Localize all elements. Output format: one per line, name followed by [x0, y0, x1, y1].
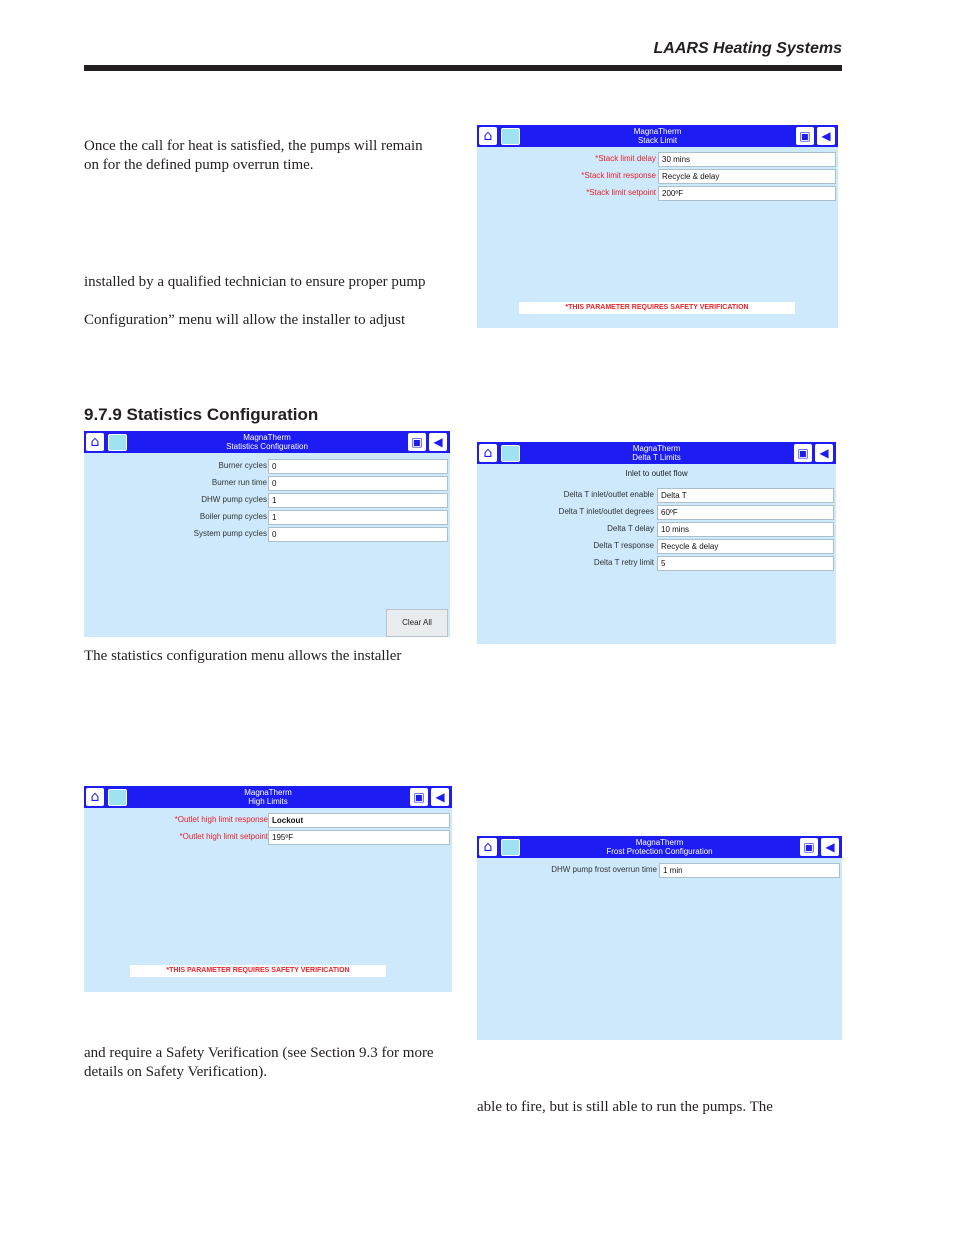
delta-t-retry-limit-field[interactable]: 5 [657, 556, 834, 571]
dhw-pump-frost-overrun-row [477, 863, 842, 878]
burner-run-time-field[interactable]: 0 [268, 476, 448, 491]
burner-cycles-field[interactable]: 0 [268, 459, 448, 474]
section-heading-statistics: 9.7.9 Statistics Configuration [84, 405, 319, 424]
titlebar [477, 836, 842, 858]
lock-icon[interactable]: ▣ [800, 838, 818, 856]
outlet-high-limit-response-field[interactable]: Lockout [268, 813, 450, 828]
paragraph-overrun-1: Once the call for heat is satisfied, the pumps will remain [84, 138, 423, 154]
safety-verification-note: *THIS PARAMETER REQUIRES SAFETY VERIFICATION [130, 965, 386, 977]
field-label: Delta T delay [607, 524, 654, 533]
field-label: *Stack limit delay [595, 154, 656, 163]
lock-icon[interactable]: ▣ [410, 788, 428, 806]
frost-protection-screen [477, 836, 842, 1040]
brand-header: LAARS Heating Systems [653, 40, 842, 57]
stack-limit-setpoint-row [477, 186, 838, 201]
system-pump-cycles-field[interactable]: 0 [268, 527, 448, 542]
screen-title: MagnaTherm Frost Protection Configuration [606, 838, 713, 856]
stack-limit-delay-field[interactable]: 30 mins [658, 152, 836, 167]
paragraph-statistics: The statistics configuration menu allows the installer [84, 648, 402, 664]
field-label: Delta T retry limit [593, 558, 654, 567]
delta-t-enable-row [477, 488, 836, 503]
titlebar [84, 786, 452, 808]
statistics-configuration-screen [84, 431, 450, 637]
home-icon[interactable]: ⌂ [86, 788, 104, 806]
delta-t-degrees-row [477, 505, 836, 520]
screen-title: MagnaTherm High Limits [244, 788, 292, 806]
lock-icon[interactable]: ▣ [796, 127, 814, 145]
back-arrow-icon[interactable]: ◀ [817, 127, 835, 145]
home-icon[interactable]: ⌂ [479, 838, 497, 856]
clear-all-button[interactable]: Clear All [386, 609, 448, 637]
titlebar [477, 442, 836, 464]
titlebar [84, 431, 450, 453]
paragraph-pumps: able to fire, but is still able to run the pumps. The [477, 1099, 773, 1115]
paragraph-safety-2: details on Safety Verification). [84, 1064, 268, 1080]
dhw-pump-frost-overrun-field[interactable]: 1 min [659, 863, 840, 878]
paragraph-safety-1: and require a Safety Verification (see Section 9.3 for more [84, 1045, 434, 1061]
outlet-high-limit-setpoint-field[interactable]: 195ºF [268, 830, 450, 845]
boiler-pump-cycles-row [84, 510, 450, 525]
delta-t-enable-field[interactable]: Delta T [657, 488, 834, 503]
field-label: Burner run time [211, 478, 267, 487]
stack-limit-delay-row [477, 152, 838, 167]
inlet-outlet-subheading: Inlet to outlet flow [625, 469, 688, 478]
field-label: Delta T response [593, 541, 654, 550]
paragraph-configuration: Configuration” menu will allow the installer to adjust [84, 312, 406, 328]
field-label: Delta T inlet/outlet enable [563, 490, 654, 499]
field-label: Boiler pump cycles [199, 512, 267, 521]
screen-title: MagnaTherm Statistics Configuration [226, 433, 308, 451]
delta-t-response-field[interactable]: Recycle & delay [657, 539, 834, 554]
stack-limit-response-row [477, 169, 838, 184]
safety-verification-note: *THIS PARAMETER REQUIRES SAFETY VERIFICATION [519, 302, 795, 314]
delta-t-limits-screen [477, 442, 836, 644]
back-arrow-icon[interactable]: ◀ [821, 838, 839, 856]
dhw-pump-cycles-field[interactable]: 1 [268, 493, 448, 508]
outlet-high-limit-setpoint-row [84, 830, 452, 845]
stack-limit-response-field[interactable]: Recycle & delay [658, 169, 836, 184]
stack-limit-screen [477, 125, 838, 328]
lock-icon[interactable]: ▣ [408, 433, 426, 451]
titlebar [477, 125, 838, 147]
paragraph-technician: installed by a qualified technician to ensure proper pump [84, 274, 426, 290]
paragraph-overrun-2: on for the defined pump overrun time. [84, 157, 314, 173]
system-pump-cycles-row [84, 527, 450, 542]
field-label: *Stack limit response [581, 171, 656, 180]
lock-icon[interactable]: ▣ [794, 444, 812, 462]
field-label: DHW pump cycles [201, 495, 267, 504]
field-label: System pump cycles [193, 529, 267, 538]
home-icon[interactable]: ⌂ [86, 433, 104, 451]
home-icon[interactable]: ⌂ [479, 127, 497, 145]
high-limits-screen [84, 786, 452, 992]
back-arrow-icon[interactable]: ◀ [429, 433, 447, 451]
delta-t-response-row [477, 539, 836, 554]
back-arrow-icon[interactable]: ◀ [431, 788, 449, 806]
delta-t-retry-limit-row [477, 556, 836, 571]
dhw-pump-cycles-row [84, 493, 450, 508]
boiler-pump-cycles-field[interactable]: 1 [268, 510, 448, 525]
field-label: *Outlet high limit response [174, 815, 268, 824]
back-arrow-icon[interactable]: ◀ [815, 444, 833, 462]
burner-run-time-row [84, 476, 450, 491]
field-label: DHW pump frost overrun time [551, 865, 657, 874]
field-label: *Stack limit setpoint [586, 188, 656, 197]
delta-t-delay-field[interactable]: 10 mins [657, 522, 834, 537]
delta-t-delay-row [477, 522, 836, 537]
outlet-high-limit-response-row [84, 813, 452, 828]
field-label: Burner cycles [218, 461, 267, 470]
header-rule [84, 65, 842, 71]
home-icon[interactable]: ⌂ [479, 444, 497, 462]
screen-title: MagnaTherm Stack Limit [633, 127, 682, 145]
field-label: Delta T inlet/outlet degrees [558, 507, 654, 516]
screen-title: MagnaTherm Delta T Limits [632, 444, 681, 462]
burner-cycles-row [84, 459, 450, 474]
delta-t-degrees-field[interactable]: 60ºF [657, 505, 834, 520]
field-label: *Outlet high limit setpoint [179, 832, 268, 841]
stack-limit-setpoint-field[interactable]: 200ºF [658, 186, 836, 201]
